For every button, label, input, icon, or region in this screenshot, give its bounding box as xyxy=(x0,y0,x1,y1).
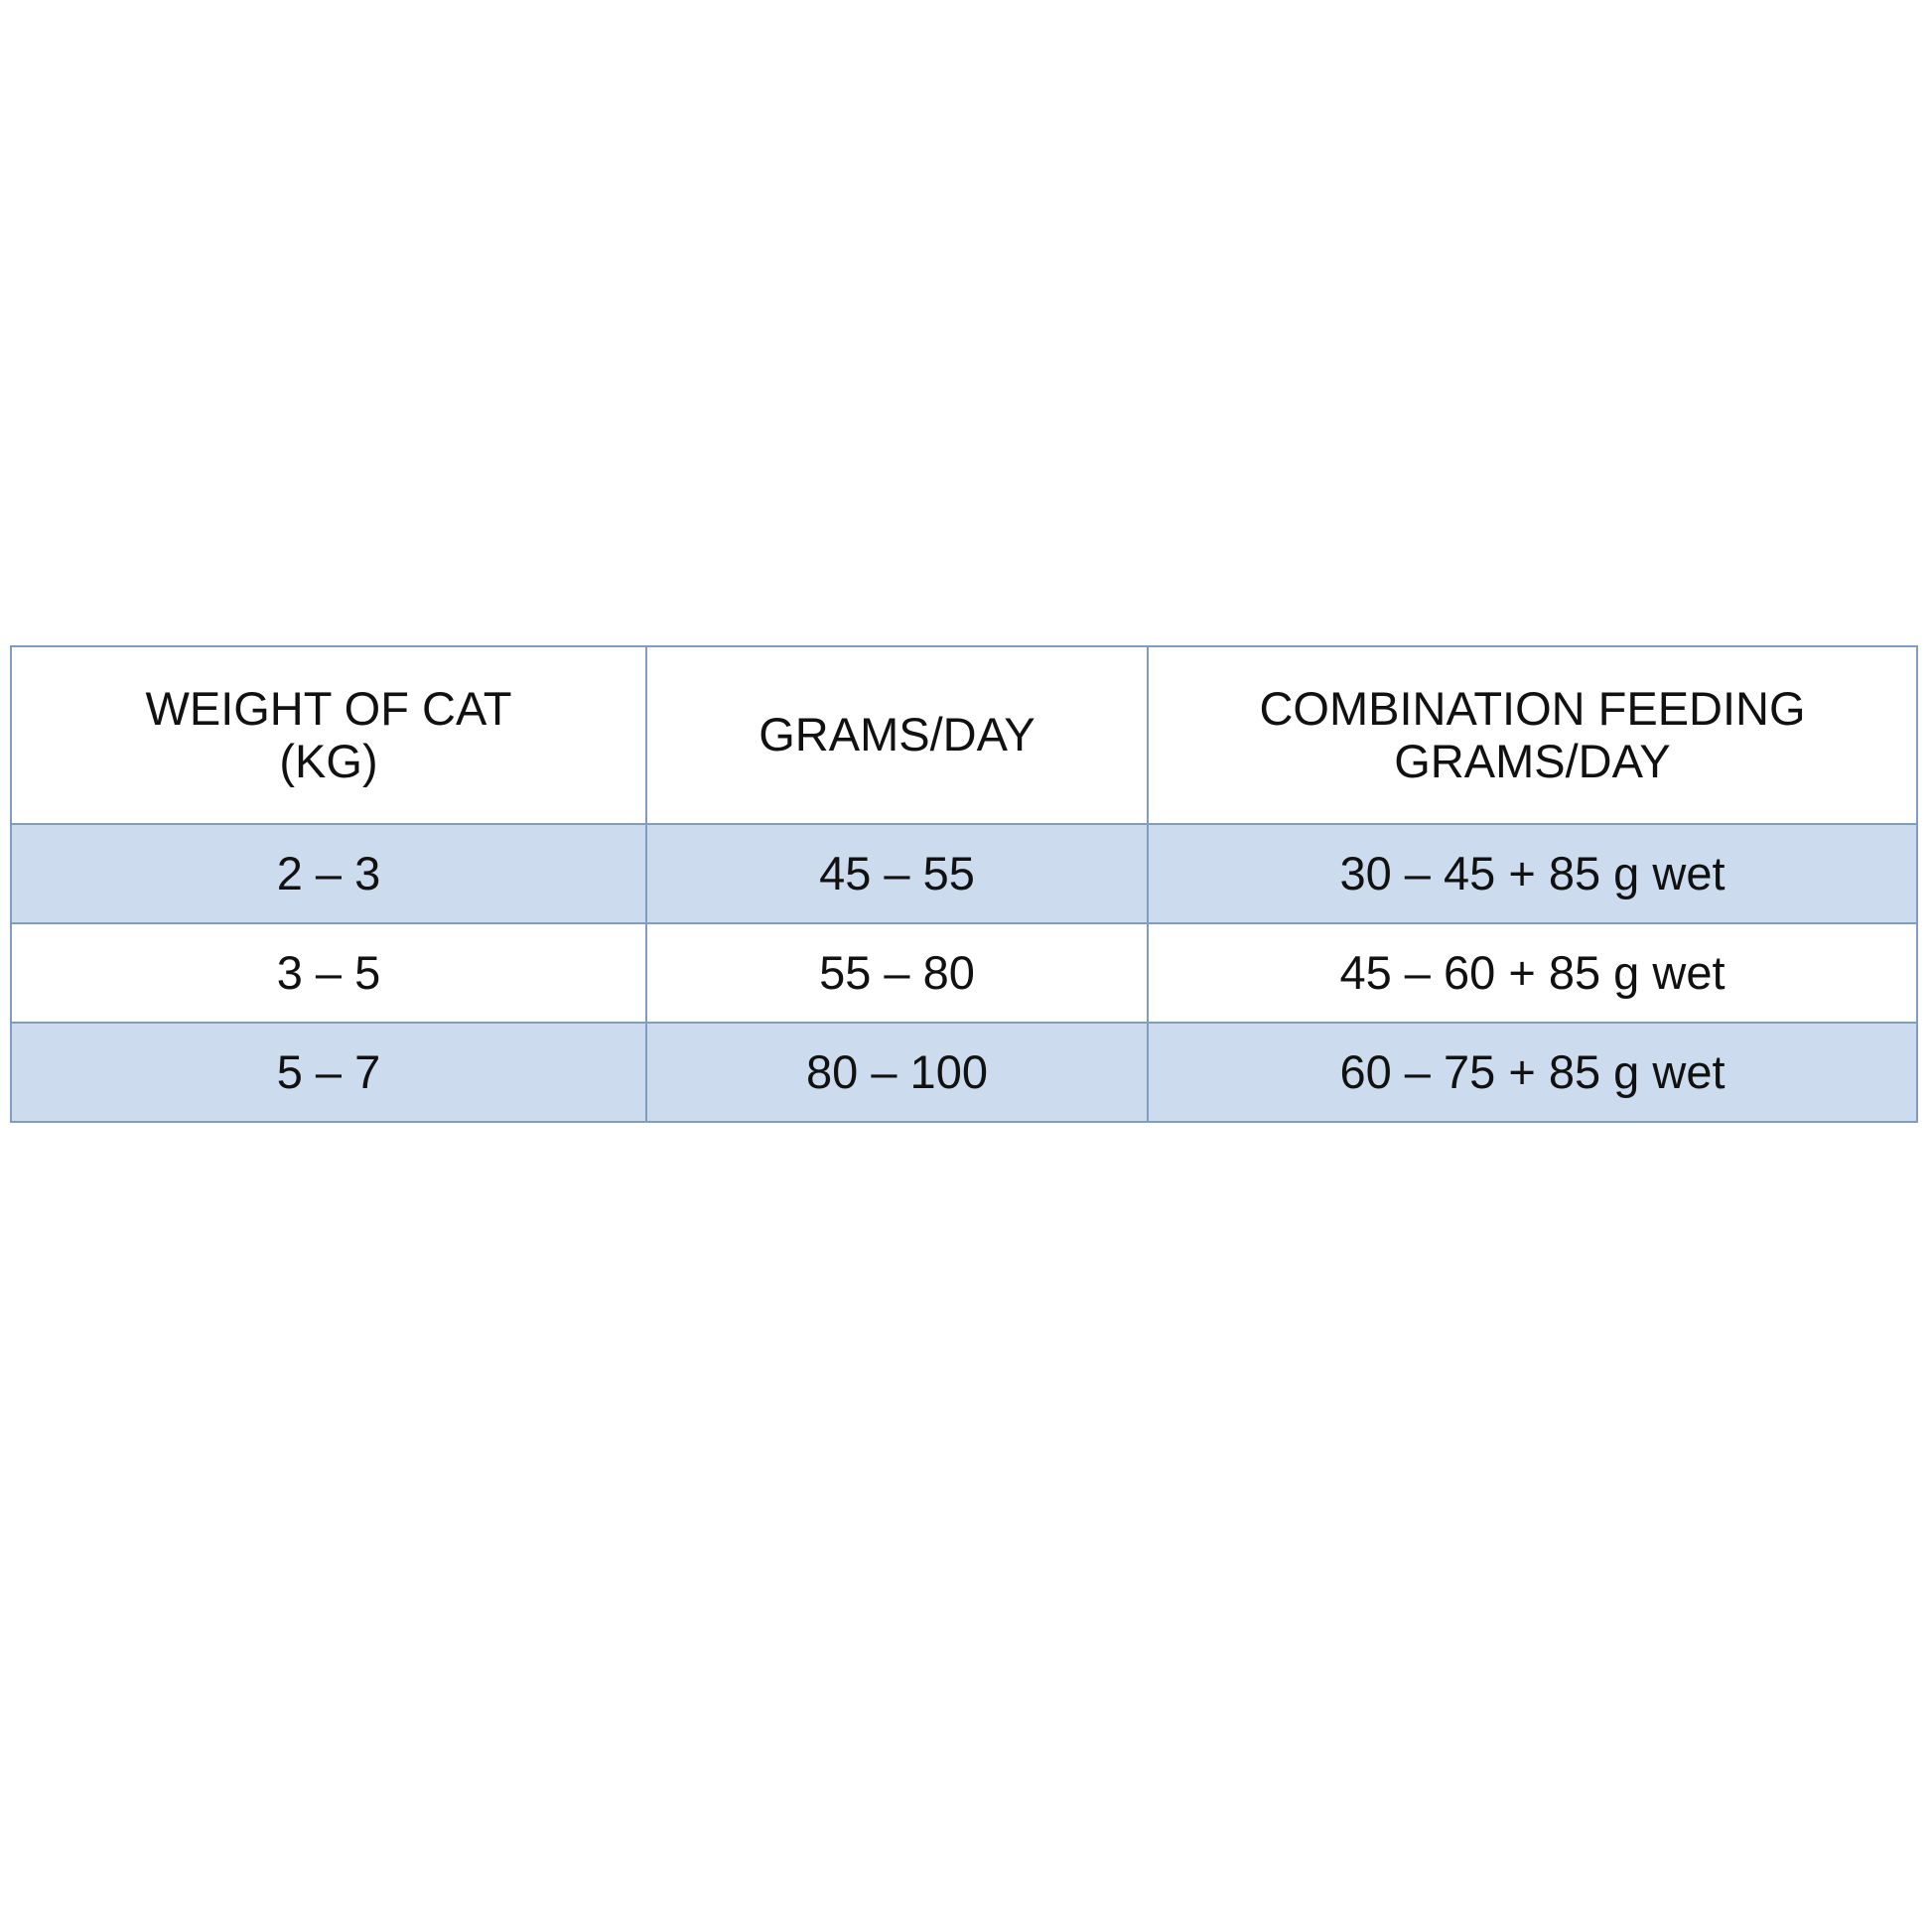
cell-weight: 3 – 5 xyxy=(11,923,646,1023)
column-header-grams-line1: GRAMS/DAY xyxy=(759,708,1035,761)
table-header xyxy=(11,646,1917,824)
table-row xyxy=(11,824,1917,923)
cell-combination-feeding: 45 – 60 + 85 g wet xyxy=(1148,923,1917,1023)
cell-grams-per-day: 45 – 55 xyxy=(646,824,1148,923)
column-header-grams-per-day xyxy=(646,646,1148,824)
column-header-combination-line2: GRAMS/DAY xyxy=(1394,734,1671,787)
table-header-row xyxy=(11,646,1917,824)
column-header-weight-line1: WEIGHT OF CAT xyxy=(145,681,512,735)
column-header-combination-feeding xyxy=(1148,646,1917,824)
feeding-guide-table-container xyxy=(10,645,1916,1123)
cell-grams-per-day: 80 – 100 xyxy=(646,1023,1148,1122)
column-header-weight-line2: (KG) xyxy=(279,734,378,787)
cell-combination-feeding: 60 – 75 + 85 g wet xyxy=(1148,1023,1917,1122)
cell-weight: 2 – 3 xyxy=(11,824,646,923)
table-row xyxy=(11,923,1917,1023)
cell-grams-per-day: 55 – 80 xyxy=(646,923,1148,1023)
feeding-guide-table xyxy=(10,645,1918,1123)
table-body xyxy=(11,824,1917,1122)
cell-weight: 5 – 7 xyxy=(11,1023,646,1122)
column-header-combination-line1: COMBINATION FEEDING xyxy=(1259,681,1806,735)
column-header-weight-of-cat xyxy=(11,646,646,824)
table-row xyxy=(11,1023,1917,1122)
cell-combination-feeding: 30 – 45 + 85 g wet xyxy=(1148,824,1917,923)
